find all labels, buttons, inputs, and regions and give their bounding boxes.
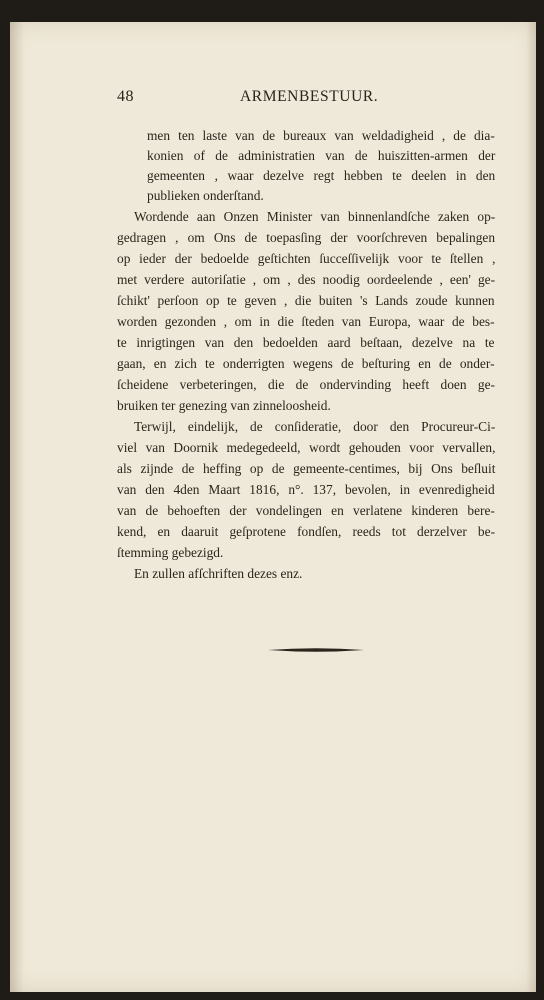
text-line: publieken onderſtand. — [147, 188, 264, 203]
text-line: Wordende aan Onzen Minister van binnenlandſche zaken op- — [134, 209, 496, 224]
text-line: van de behoeften der vondelingen en verlatene kinderen bere- — [117, 503, 495, 518]
text-line: Terwijl, eindelijk, de conſideratie, door den Procureur-Ci- — [134, 419, 496, 434]
text-line: worden gezonden , om in die ſteden van Europa, waar de bes- — [117, 314, 495, 329]
text-line: van den 4den Maart 1816, n°. 137, bevolen, in evenredigheid — [117, 482, 495, 497]
text-line: konien of de administratien van de huiszitten-armen der — [147, 148, 496, 163]
book-page — [10, 22, 536, 992]
text-line: En zullen afſchriften dezes enz. — [134, 566, 303, 581]
page-number: 48 — [117, 88, 134, 105]
text-line: te inrigtingen van den bedoelden aard beſtaan, dezelve na te — [117, 335, 495, 350]
ornamental-rule — [268, 646, 364, 654]
text-line: op ieder der bedoelde geſtichten ſucceſſivelijk voor te ſtellen , — [117, 251, 496, 266]
text-line: ſchikt' perſoon op te geven , die buiten 's Lands zoude kunnen — [117, 293, 495, 308]
running-title: ARMENBESTUUR. — [240, 88, 379, 105]
body-text — [10, 22, 536, 992]
text-line: als zijnde de heffing op de gemeente-centimes, bij Ons beſluit — [117, 461, 496, 476]
text-line: kend, en daaruit geſprotene fondſen, reeds tot derzelver be- — [117, 524, 496, 539]
text-line: bruiken ter genezing van zinneloosheid. — [117, 398, 331, 413]
text-line: ſcheidene verbeteringen, die de ondervinding heeft doen ge- — [117, 377, 495, 392]
text-line: men ten laste van de bureaux van weldadigheid , de dia- — [147, 128, 495, 143]
text-line: ſtemming gebezigd. — [117, 545, 224, 560]
text-line: gaan, en zich te onderrigten wegens de beſturing en de onder- — [117, 356, 495, 371]
text-line: gedragen , om Ons de toepasſing der voorſchreven bepalingen — [117, 230, 496, 245]
text-line: met verdere autoriſatie , om , des noodig oordeelende , een' ge- — [117, 272, 496, 287]
text-line: gemeenten , waar dezelve regt hebben te deelen in den — [147, 168, 496, 183]
text-line: viel van Doornik medegedeeld, wordt gehouden voor vervallen, — [117, 440, 496, 455]
